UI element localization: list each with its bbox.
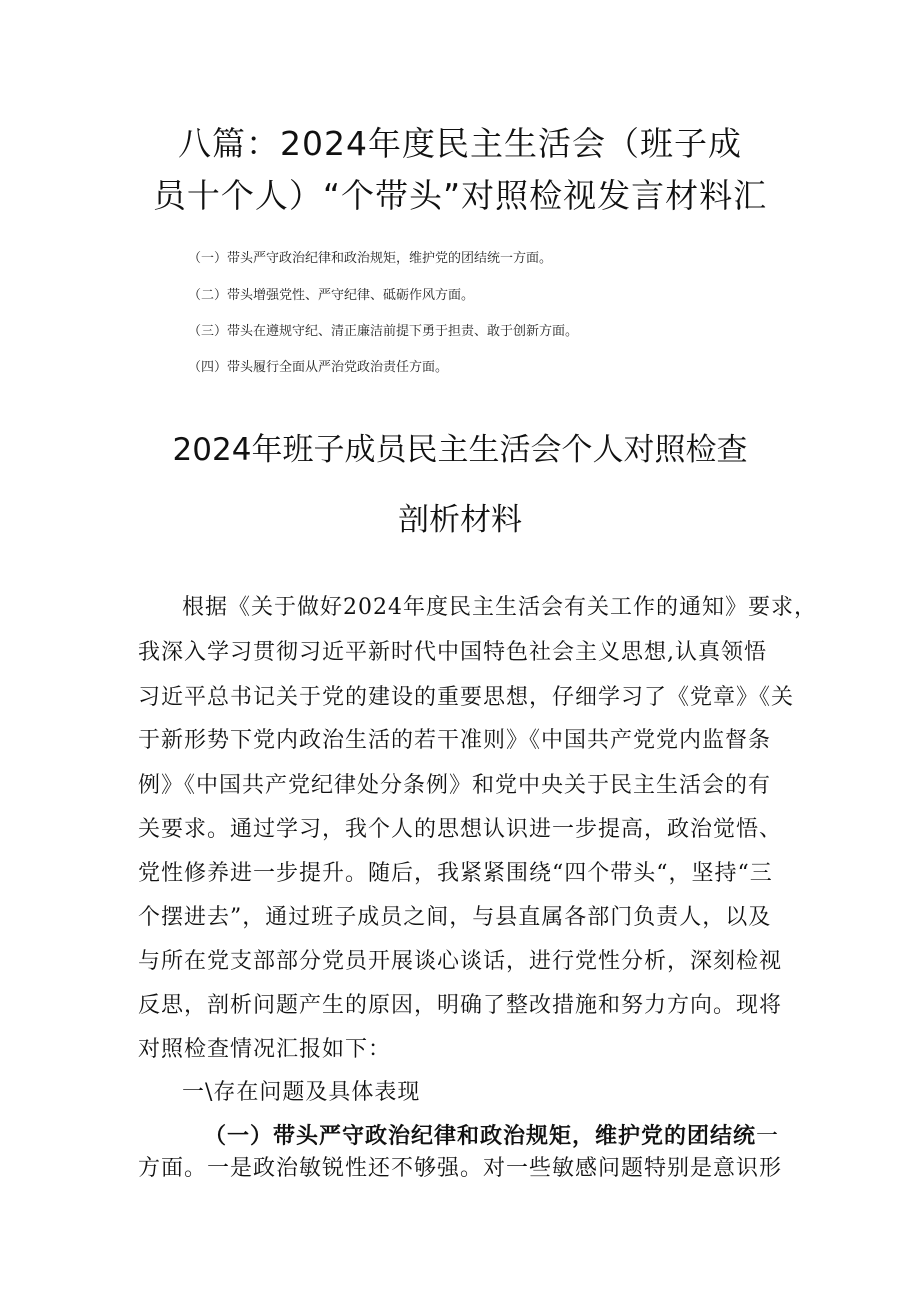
body-line: 根据《关于做好2024年度民主生活会有关工作的通知》要求，: [182, 595, 817, 620]
body-line: 个摆进去”，通过班子成员之间，与县直属各部门负责人，以及: [138, 905, 772, 930]
body-line: 与所在党支部部分党员开展谈心谈话，进行党性分析，深刻检视: [138, 949, 783, 974]
body-line: 习近平总书记关于党的建设的重要思想，仔细学习了《党章》《关: [138, 685, 795, 710]
section-title-line-2: 剖析材料: [398, 502, 522, 538]
body-line: 关要求。通过学习，我个人的思想认识进一步提高，政治觉悟、: [138, 817, 783, 842]
body-line: 反思，剖析问题产生的原因，明确了整改措施和努力方向。现将: [138, 993, 783, 1018]
toc-item-1: （一）带头严守政治纪律和政治规矩，维护党的团结统一方面。: [188, 251, 553, 266]
document-title-line-1: 八篇：2024年度民主生活会（班子成: [178, 124, 742, 163]
toc-item-2: （二）带头增强党性、严守纪律、砥砺作风方面。: [188, 288, 475, 303]
toc-item-3: （三）带头在遵规守纪、清正廉洁前提下勇于担责、敢于创新方面。: [188, 324, 579, 339]
subsection-heading-tail: 一: [756, 1124, 780, 1149]
document-title-line-2: 员十个人）“个带头”对照检视发言材料汇: [152, 176, 768, 215]
body-line: 方面。一是政治敏锐性还不够强。对一些敏感问题特别是意识形: [138, 1156, 783, 1181]
section-heading: 一\存在问题及具体表现: [182, 1080, 421, 1105]
body-line: 例》《中国共产党纪律处分条例》和党中央关于民主生活会的有: [138, 773, 772, 798]
section-title-line-1: 2024年班子成员民主生活会个人对照检查: [172, 432, 748, 468]
body-line: 党性修养进一步提升。随后，我紧紧围绕“四个带头“，坚持“三: [138, 861, 773, 886]
toc-item-4: （四）带头履行全面从严治党政治责任方面。: [188, 360, 449, 375]
subsection-heading: [204, 1119, 779, 1150]
body-line: 对照检查情况汇报如下：: [138, 1037, 392, 1062]
body-line: 我深入学习贯彻习近平新时代中国特色社会主义思想,认真领悟: [138, 640, 767, 665]
body-line: 于新形势下党内政治生活的若干准则》《中国共产党党内监督条: [138, 728, 772, 753]
subsection-heading-bold: （一）带头严守政治纪律和政治规矩，维护党的团结统: [204, 1123, 757, 1149]
